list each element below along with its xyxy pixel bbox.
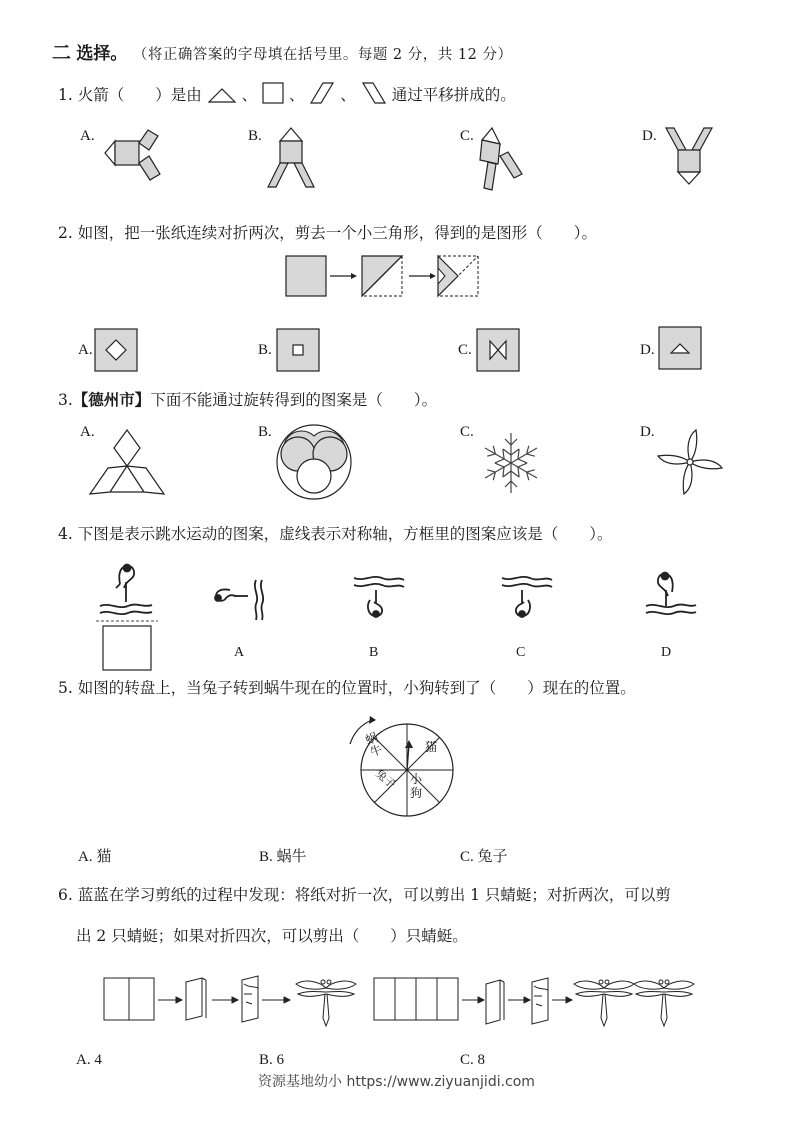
section-number: 二 — [52, 42, 72, 64]
parallelogram-right-icon — [309, 82, 335, 104]
q2-option-b-label[interactable]: B. — [258, 342, 272, 358]
wheel-label-snail: 蜗牛 — [363, 730, 385, 760]
triangle-piece-icon — [207, 84, 237, 104]
question-1 — [58, 82, 516, 106]
paper-d-figure — [658, 326, 702, 370]
dragonfly-cutting-figure — [102, 970, 702, 1032]
wheel-label-rabbit: 兔子 — [372, 766, 399, 792]
q1-option-a-label[interactable]: A. — [80, 128, 95, 144]
q1-option-d-label[interactable]: D. — [642, 128, 657, 144]
section-title: 选择。 — [76, 44, 128, 64]
q1-sep3: 、 — [340, 86, 356, 104]
question-6-line-2: 出 2 只蜻蜓；如果对折四次，可以剪出（ ）只蜻蜓。 — [76, 927, 468, 945]
rocket-c-figure — [474, 124, 534, 194]
diver-with-axis-figure — [96, 560, 158, 672]
folding-process-figure — [285, 254, 485, 298]
square-piece-icon — [262, 82, 284, 104]
q1-sep1: 、 — [241, 86, 258, 104]
q1-sep2: 、 — [288, 86, 305, 104]
q3-option-d-label[interactable]: D. — [640, 424, 655, 440]
q3-prefix: 3. — [58, 391, 73, 409]
question-5: 5. 如图的转盘上，当兔子转到蜗牛现在的位置时，小狗转到了（ ）现在的位置。 — [58, 679, 636, 697]
rocket-d-figure — [660, 126, 720, 192]
q4-option-c-label[interactable]: C — [516, 645, 526, 660]
spinner-wheel-figure — [340, 716, 460, 816]
section-note: （将正确答案的字母填在括号里。每题 2 分，共 12 分） — [132, 47, 513, 63]
q6-option-b[interactable]: B. 6 — [259, 1052, 285, 1068]
q4-option-d-label[interactable]: D — [661, 645, 672, 660]
rocket-a-figure — [100, 128, 170, 188]
question-2: 2. 如图，把一张纸连续对折两次，剪去一个小三角形，得到的是图形（ ）。 — [58, 224, 597, 242]
q2-option-d-label[interactable]: D. — [640, 342, 655, 358]
question-4: 4. 下图是表示跳水运动的图案，虚线表示对称轴，方框里的图案应该是（ ）。 — [58, 525, 613, 543]
q3-option-b-label[interactable]: B. — [258, 424, 272, 440]
q6-option-c[interactable]: C. 8 — [460, 1052, 486, 1068]
q2-option-a-label[interactable]: A. — [78, 342, 93, 358]
rhombus-pattern-figure — [84, 428, 174, 500]
q1-option-b-label[interactable]: B. — [248, 128, 262, 144]
q3-option-a-label[interactable]: A. — [80, 424, 95, 440]
footer-watermark: 资源基地幼小 https://www.ziyuanjidi.com — [258, 1074, 535, 1090]
wheel-label-cat: 猫 — [425, 740, 438, 754]
q3-option-c-label[interactable]: C. — [460, 424, 474, 440]
paper-b-figure — [276, 328, 320, 372]
q1-prefix: 1. 火箭（ ）是由 — [58, 86, 202, 104]
wheel-label-puppy: 小狗 — [410, 772, 423, 800]
q4-option-b-label[interactable]: B — [369, 645, 379, 660]
paper-a-figure — [94, 328, 138, 372]
paper-c-figure — [476, 328, 520, 372]
parallelogram-left-icon — [361, 82, 387, 104]
diver-option-b-figure — [350, 572, 406, 620]
diver-option-c-figure — [498, 572, 554, 620]
q6-option-a[interactable]: A. 4 — [76, 1052, 102, 1068]
circle-pattern-figure — [276, 424, 356, 504]
q3-text: 下面不能通过旋转得到的图案是（ ）。 — [150, 391, 438, 409]
q5-option-b[interactable]: B. 蜗牛 — [259, 849, 307, 865]
pinwheel-figure — [656, 428, 722, 496]
q1-suffix: 通过平移拼成的。 — [391, 86, 516, 104]
q4-option-a-label[interactable]: A — [234, 645, 245, 660]
question-6-line-1: 6. 蓝蓝在学习剪纸的过程中发现：将纸对折一次，可以剪出 1 只蜻蜓；对折两次，可以剪 — [58, 886, 671, 904]
q5-option-a[interactable]: A. 猫 — [78, 849, 112, 865]
diver-option-d-figure — [642, 568, 698, 620]
section-header — [52, 38, 512, 65]
q5-option-c[interactable]: C. 兔子 — [460, 849, 508, 865]
rocket-b-figure — [262, 125, 322, 191]
q3-region-tag: 【德州市】 — [72, 390, 151, 409]
diver-option-a-figure — [212, 576, 268, 622]
snowflake-figure — [476, 428, 546, 498]
question-3 — [58, 389, 437, 411]
q2-option-c-label[interactable]: C. — [458, 342, 472, 358]
q1-option-c-label[interactable]: C. — [460, 128, 474, 144]
